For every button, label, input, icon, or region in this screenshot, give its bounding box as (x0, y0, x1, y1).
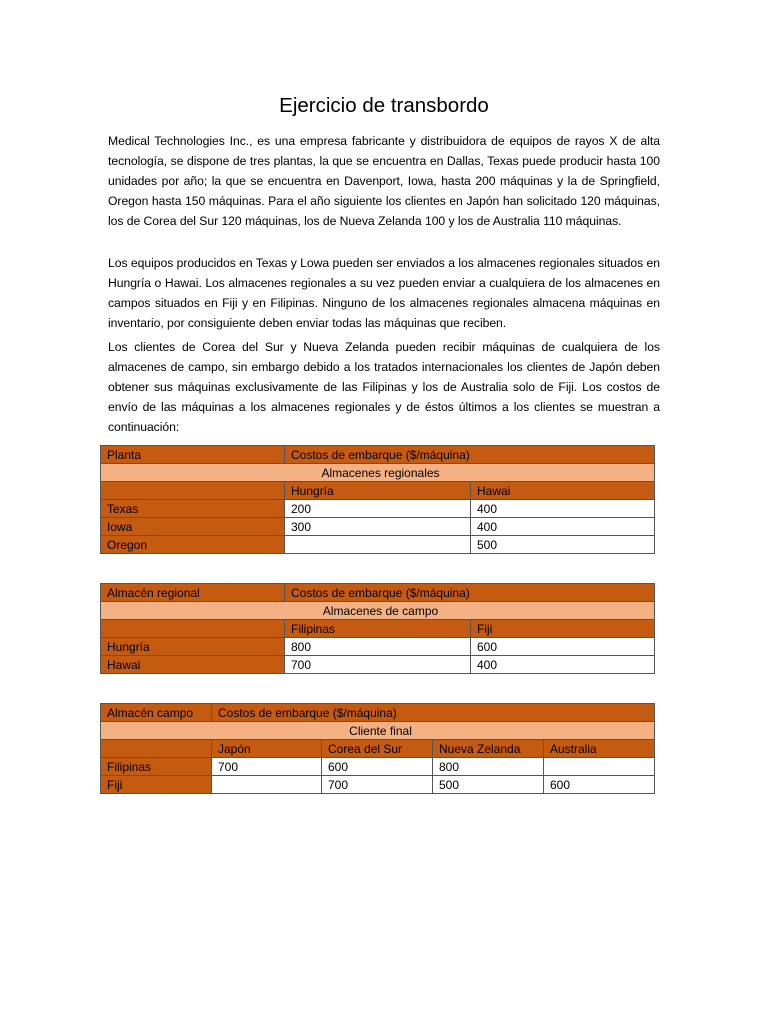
table-row (101, 500, 655, 518)
column-header: Fiji (471, 620, 655, 638)
table-group-row (101, 464, 655, 482)
table-cell: 700 (212, 758, 322, 776)
table-cell: 700 (285, 656, 471, 674)
column-header: Australia (544, 740, 655, 758)
table-row (101, 638, 655, 656)
row-label: Texas (101, 500, 285, 518)
table-row (101, 536, 655, 554)
table-row (101, 776, 655, 794)
group-header-cell: Almacenes regionales (101, 464, 655, 482)
table-column-row (101, 740, 655, 758)
cost-header-cell: Costos de embarque ($/máquina) (212, 704, 655, 722)
page-title: Ejercicio de transbordo (279, 94, 489, 117)
table-cell: 400 (471, 656, 655, 674)
table-group-row (101, 722, 655, 740)
table-row (101, 656, 655, 674)
table-cell: 800 (285, 638, 471, 656)
table-cell (544, 758, 655, 776)
regional-warehouse-costs-table (100, 583, 655, 674)
empty-cell (101, 620, 285, 638)
empty-cell (101, 482, 285, 500)
row-label: Hungría (101, 638, 285, 656)
column-header: Filipinas (285, 620, 471, 638)
row-header-cell: Planta (101, 446, 285, 464)
row-label: Oregon (101, 536, 285, 554)
group-header-cell: Almacenes de campo (101, 602, 655, 620)
table-row (101, 758, 655, 776)
table-header-row (101, 704, 655, 722)
table-cell: 400 (471, 518, 655, 536)
row-label: Hawai (101, 656, 285, 674)
row-label: Fiji (101, 776, 212, 794)
table-cell: 300 (285, 518, 471, 536)
table-cell: 700 (322, 776, 433, 794)
group-header-cell: Cliente final (101, 722, 655, 740)
column-header: Corea del Sur (322, 740, 433, 758)
table-cell (212, 776, 322, 794)
paragraph-3: Los clientes de Corea del Sur y Nueva Zelanda pueden recibir máquinas de cualquiera de los almacenes de campo, sin embargo debido a los tratados internacionales los clientes de Japón deben obtener sus máquinas exclusivamente de las Filipinas y los de Australia solo de Fiji. Los costos de envío de las máquinas a los almacenes regionales y de éstos últimos a los clientes se muestran a continuación: (108, 340, 660, 434)
table-cell: 500 (433, 776, 544, 794)
row-label: Iowa (101, 518, 285, 536)
table-cell: 400 (471, 500, 655, 518)
plant-costs-table (100, 445, 655, 554)
empty-cell (101, 740, 212, 758)
table-header-row (101, 446, 655, 464)
table-column-row (101, 482, 655, 500)
column-header: Japón (212, 740, 322, 758)
cost-header-cell: Costos de embarque ($/máquina) (285, 584, 655, 602)
paragraph-1: Medical Technologies Inc., es una empresa fabricante y distribuidora de equipos de rayos X de alta tecnología, se dispone de tres plantas, la que se encuentra en Dallas, Texas puede producir hasta 100 unidades por año; la que se encuentra en Davenport, Iowa, hasta 200 máquinas y la de Springfield, Oregon hasta 150 máquinas. Para el año siguiente los clientes en Japón han solicitado 120 máquinas, los de Corea del Sur 120 máquinas, los de Nueva Zelanda 100 y los de Australia 110 máquinas. (108, 134, 660, 228)
table-cell: 800 (433, 758, 544, 776)
table-group-row (101, 602, 655, 620)
table-cell: 600 (471, 638, 655, 656)
table-column-row (101, 620, 655, 638)
table-row (101, 518, 655, 536)
row-header-cell: Almacén campo (101, 704, 212, 722)
table-cell: 500 (471, 536, 655, 554)
row-header-cell: Almacén regional (101, 584, 285, 602)
row-label: Filipinas (101, 758, 212, 776)
column-header: Hawai (471, 482, 655, 500)
paragraph-2: Los equipos producidos en Texas y Lowa pueden ser enviados a los almacenes regionales situados en Hungría o Hawai. Los almacenes regionales a su vez pueden enviar a cualquiera de los almacenes en campos situados en Fiji y en Filipinas. Ninguno de los almacenes regionales almacena máquinas en inventario, por consiguiente deben enviar todas las máquinas que reciben. (108, 256, 660, 330)
table-cell: 200 (285, 500, 471, 518)
table-cell: 600 (544, 776, 655, 794)
cost-header-cell: Costos de embarque ($/máquina) (285, 446, 655, 464)
table-header-row (101, 584, 655, 602)
column-header: Hungría (285, 482, 471, 500)
field-warehouse-costs-table (100, 703, 655, 794)
table-cell (285, 536, 471, 554)
table-cell: 600 (322, 758, 433, 776)
column-header: Nueva Zelanda (433, 740, 544, 758)
